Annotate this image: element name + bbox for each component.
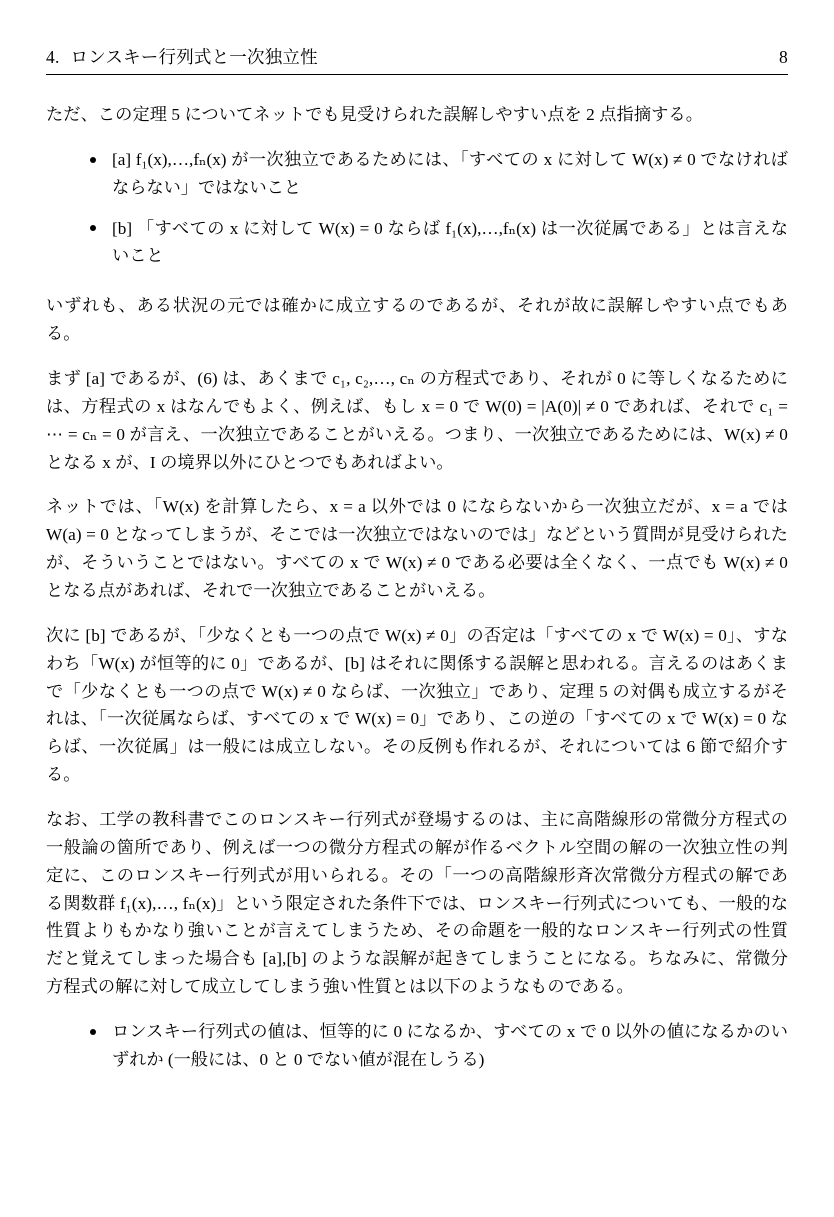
bullet-list-bottom [46,1018,788,1074]
bullet-list-top [46,146,788,270]
section-number: 4. [46,47,60,67]
list-item-text: [b] 「すべての x に対して W(x) = 0 ならば f₁(x),…,fₙ(x) は一次従属である」とは言えないこと [112,218,788,266]
list-item-text: ロンスキー行列式の値は、恒等的に 0 になるか、すべての x で 0 以外の値になるかのいずれか (一般には、0 と 0 でない値が混在しうる) [112,1022,788,1069]
paragraph-intro: ただ、この定理 5 についてネットでも見受けられた誤解しやすい点を 2 点指摘する。 [46,105,703,124]
page-number: 8 [779,47,788,67]
header-section [46,44,318,69]
bullet-dot-icon [90,225,96,231]
paragraph-2: いずれも、ある状況の元では確かに成立するのであるが、それが故に誤解しやすい点でもある。 [46,296,788,344]
paragraph-3: まず [a] であるが、(6) は、あくまで c₁, c₂,…, cₙ の方程式であり、それが 0 に等しくなるためには、方程式の x はなんでもよく、例えば、もし x = 0 で W(0) = |A(0)| ≠ 0 であれば、それで c₁ = ⋯ = cₙ = 0 が言え、一次独立であることがいえる。つまり、一次独立であるためには、W(x) ≠ 0 となる x が、I の境界以外にひとつでもあればよい。 [46,369,788,472]
paragraph-5: 次に [b] であるが、「少なくとも一つの点で W(x) ≠ 0」の否定は「すべての x で W(x) = 0」、すなわち「W(x) が恒等的に 0」であるが、[b] はそれに関係する誤解と思われる。言えるのはあくまで「少なくとも一つの点で W(x) ≠ 0 ならば、一次独立」であり、定理 5 の対偶も成立するがそれは、「一次従属ならば、すべての x で W(x) = 0」であり、この逆の「すべての x で W(x) = 0 ならば、一次従属」は一般には成立しない。その反例も作れるが、それについては 6 節で紹介する。 [46,625,788,785]
paragraph-4: ネットでは、「W(x) を計算したら、x = a 以外では 0 にならないから一次独立だが、x = a では W(a) = 0 となってしまうが、そこでは一次独立ではないのでは」などという質問が見受けられたが、そういうことではない。すべての x で W(x) ≠ 0 である必要は全くなく、一点でも W(x) ≠ 0 となる点があれば、それで一次独立であることがいえる。 [46,497,788,601]
paragraph-6: なお、工学の教科書でこのロンスキー行列式が登場するのは、主に高階線形の常微分方程式の一般論の箇所であり、例えば一つの微分方程式の解が作るベクトル空間の解の一次独立性の判定に、このロンスキー行列式が用いられる。その「一つの高階線形斉次常微分方程式の解である関数群 f₁(x),…, fₙ(x)」という限定された条件下では、ロンスキー行列式についても、一般的な性質よりもかなり強いことが言えてしまうため、その命題を一般的なロンスキー行列式の性質だと覚えてしまった場合も [a],[b] のような誤解が起きてしまうことになる。ちなみに、常微分方程式の解に対して成立してしまう強い性質とは以下のようなものである。 [46,810,788,997]
list-item [90,146,788,202]
list-item [90,215,788,271]
page-header [46,44,788,75]
bullet-dot-icon [90,157,96,163]
list-item [90,1018,788,1074]
bullet-dot-icon [90,1029,96,1035]
section-title: ロンスキー行列式と一次独立性 [70,47,318,67]
list-item-text: [a] f₁(x),…,fₙ(x) が一次独立であるためには、「すべての x に対して W(x) ≠ 0 でなければならない」ではないこと [112,149,788,197]
